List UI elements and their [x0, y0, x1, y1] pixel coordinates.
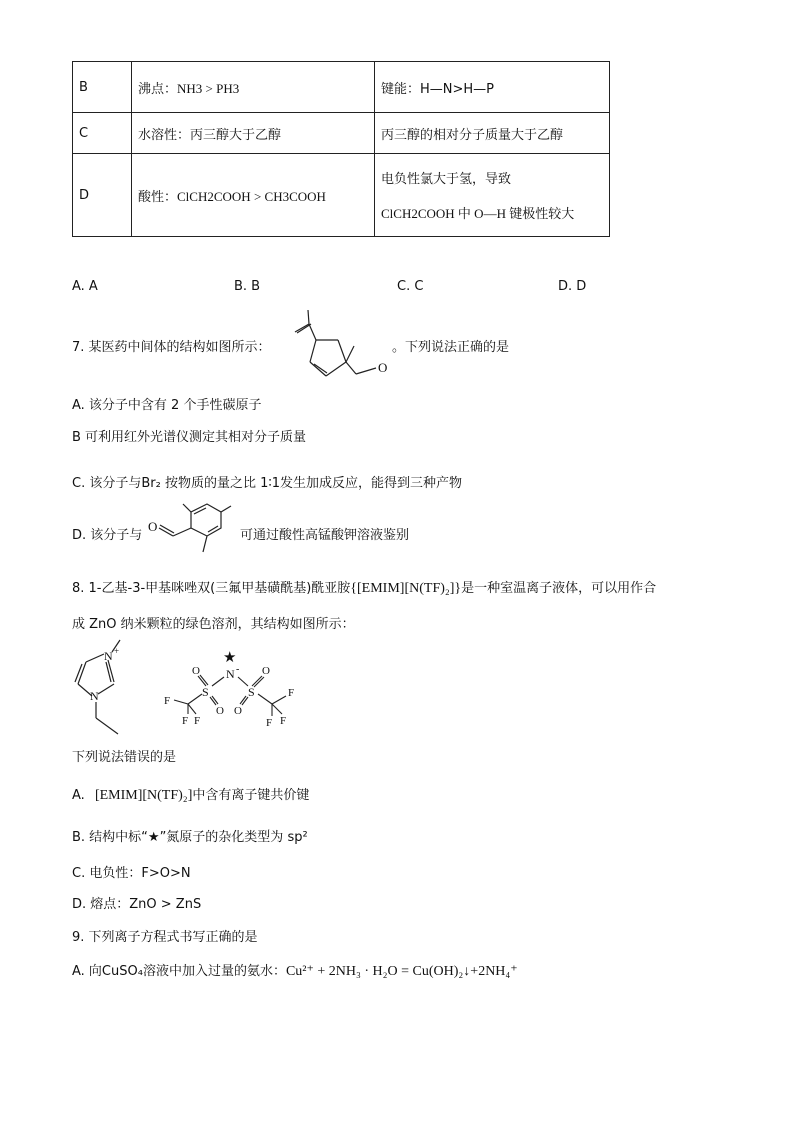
fact-label: 酸性： [138, 189, 178, 205]
q8-option-b: B. 结构中标“★”氮原子的杂化类型为 sp² [72, 830, 308, 845]
q8-stem-line1 [72, 577, 656, 597]
option-cell: D [73, 154, 132, 237]
fact-cell [132, 62, 375, 113]
q7-option-a: A. 该分子中含有 2 个手性碳原子 [72, 398, 262, 413]
oxygen-label: O [262, 665, 270, 677]
q8-option-d: D. 熔点：ZnO > ZnS [72, 897, 202, 912]
ionic-liquid-structure [66, 638, 316, 738]
reason-cell: 丙三醇的相对分子质量大于乙醇 [375, 113, 610, 154]
fact-cell [132, 154, 375, 237]
oxygen-label: O [234, 705, 242, 717]
q6-option-c: C. C [397, 279, 424, 294]
q7-option-d-suffix: 可通过酸性高锰酸钾溶液鉴别 [240, 528, 410, 543]
q6-option-d: D. D [558, 279, 587, 294]
reason-line: ClCH2COOH 中 O—H 键极性较大 [381, 206, 575, 221]
q9-stem: 9. 下列离子方程式书写正确的是 [72, 930, 258, 945]
fact-formula: NH3 > PH3 [177, 80, 240, 96]
fact-formula: 丙三醇大于乙醇 [190, 127, 282, 143]
q7-option-c: C. 该分子与Br₂ 按物质的量之比 1∶1发生加成反应，能得到三种产物 [72, 476, 463, 491]
plus-charge: + [114, 646, 120, 656]
option-letter: A. [72, 788, 85, 803]
sulfur-label: S [202, 685, 209, 699]
q8-name: 8. 1-乙基-3-甲基咪唑双(三氟甲基磺酰基)酰亚胺 [72, 581, 351, 596]
q8-option-a [72, 784, 309, 804]
q7-option-b: B 可利用红外光谱仪测定其相对分子质量 [72, 430, 307, 445]
option-text: A. 向CuSO₄溶液中加入过量的氨水： [72, 964, 286, 979]
comparison-table [72, 61, 610, 237]
option-cell: C [73, 113, 132, 154]
oxygen-label: O [216, 705, 224, 717]
mesitaldehyde-diagram [145, 500, 240, 560]
table-row [73, 62, 610, 113]
option-cell: B [73, 62, 132, 113]
fluorine-label: F [194, 715, 201, 727]
n-label: N [90, 689, 99, 703]
oxygen-label: O [378, 360, 388, 375]
sulfur-label: S [248, 685, 255, 699]
anion-n-label: N [226, 667, 235, 681]
oxygen-label: O [148, 519, 158, 534]
q7-stem: 7. 某医药中间体的结构如图所示： [72, 340, 271, 355]
q7-molecule-diagram [282, 304, 394, 384]
fact-label: 水溶性： [138, 127, 191, 143]
q6-option-a: A. A [72, 279, 98, 294]
q9-option-a [72, 960, 518, 980]
fact-cell [132, 113, 375, 154]
q8-stem-tail: 是一种室温离子液体，可以用作合 [461, 581, 657, 596]
table-row [73, 113, 610, 154]
option-formula: [EMIM][N(TF)₂] [94, 788, 193, 803]
fluorine-label: F [164, 695, 171, 707]
q8-option-c: C. 电负性：F>O>N [72, 866, 191, 881]
table-row [73, 154, 610, 237]
q8-question: 下列说法错误的是 [72, 750, 177, 765]
q7-stem-after: 。下列说法正确的是 [392, 340, 510, 355]
q8-stem-line2: 成 ZnO 纳米颗粒的绿色溶剂，其结构如图所示： [72, 617, 355, 632]
fluorine-label: F [182, 715, 189, 727]
fact-label: 沸点： [138, 81, 178, 97]
reason-line: 电负性氯大于氢，导致 [381, 172, 512, 187]
minus-charge: - [236, 664, 240, 675]
option-text: 中含有离子键共价键 [192, 788, 310, 803]
fluorine-label: F [266, 717, 273, 729]
q7-option-d-prefix: D. 该分子与 [72, 528, 143, 543]
reason-cell: 键能：H—N>H—P [375, 62, 610, 113]
fluorine-label: F [288, 687, 295, 699]
q6-option-b: B. B [234, 279, 261, 294]
reason-cell [375, 154, 610, 237]
q8-formula: {[EMIM][N(TF)₂]} [350, 581, 462, 596]
oxygen-label: O [192, 665, 200, 677]
n-plus-label: N [104, 649, 113, 663]
fact-formula: ClCH2COOH > CH3COOH [177, 188, 326, 204]
star-marker: ★ [223, 650, 237, 666]
ionic-equation: Cu²⁺ + 2NH₃ · H₂O = Cu(OH)₂↓+2NH₄⁺ [285, 964, 518, 979]
fluorine-label: F [280, 715, 287, 727]
